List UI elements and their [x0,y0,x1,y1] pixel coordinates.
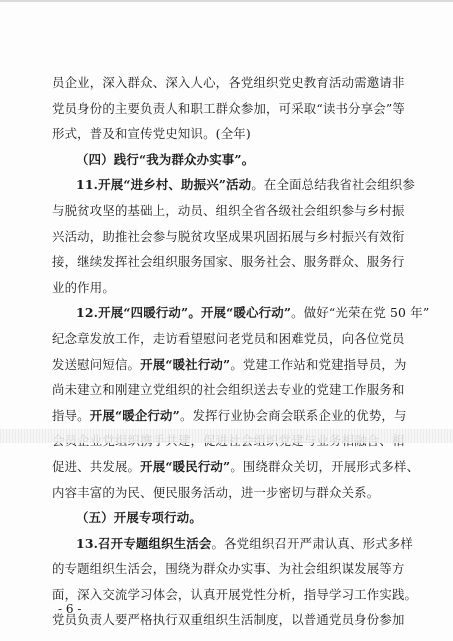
text-line [52,326,404,352]
bold-text-segment: （五）开展专项行动。 [76,510,202,526]
text-line [52,582,418,608]
text-segment: 指导。 [52,407,90,423]
text-segment: 党员负责人要严格执行双重组织生活制度，以普通党员身份参加 [52,612,405,628]
text-segment: 。发挥行业协会商会联系企业的优势，与 [179,407,407,423]
text-segment: 。做好“光荣在党 50 年” [291,305,430,321]
text-line [52,377,404,403]
text-segment: 促进、共发展。 [52,458,141,474]
text-segment: 纪念章发放工作，走访看望慰问老党员和困难党员，向各位党员 [52,330,405,346]
text-line [52,147,404,173]
text-line [52,275,404,301]
text-segment: 接，继续发挥社会组织服务国家、服务社会、服务群众、服务行 [52,254,405,270]
text-line [52,224,404,250]
text-line [52,249,404,275]
text-segment: 形式，普及和宣传党史知识。(全年) [52,126,251,142]
text-line [52,607,404,633]
text-segment: 兴活动，助推社会参与脱贫攻坚成果巩固拓展与乡村振兴有效衔 [52,228,405,244]
text-line [52,505,404,531]
text-line [52,352,407,378]
text-segment: 。围绕群众关切，开展形式多样、 [230,458,420,474]
text-line [52,300,430,326]
text-segment: 。在全面总结我省社会组织参 [251,177,415,193]
document-body [52,70,430,633]
text-line [52,172,415,198]
bold-text-segment: 13.召开专题组织生活会 [76,535,212,551]
text-segment: 发送慰问短信。 [52,356,141,372]
text-segment: 员企业，深入群众、深入人心，各党组织党史教育活动需邀请非 [52,75,405,90]
text-line [52,454,420,480]
page-top-border [0,0,453,2]
text-segment: 尚未建立和刚建立党组织的社会组织送去专业的党建工作服务和 [52,382,405,398]
text-segment: 的专题组织生活会，围绕为群众办实事、为社会组织谋发展等方 [52,561,405,577]
bold-text-segment: 开展“暖社行动” [140,356,231,372]
bold-text-segment: 开展“暖企行动” [89,407,180,423]
text-line [52,403,407,429]
text-segment: 。各党组织召开严肃认真、形式多样 [211,535,413,551]
text-segment: 面，深入交流学习体会，认真开展党性分析，指导学习工作实践。 [52,586,418,602]
page-number: - 6 - [58,602,82,616]
bold-text-segment: 11.开展“进乡村、助振兴”活动 [76,177,252,193]
text-line [52,70,404,96]
text-line [52,121,404,147]
text-line [52,480,404,506]
text-segment: 与脱贫攻坚的基础上，动员、组织全省各级社会组织参与乡村振 [52,202,405,218]
text-line [52,531,413,557]
text-segment: 。党建工作站和党建指导员，为 [230,356,407,372]
text-line [52,198,404,224]
text-line [52,96,404,122]
bold-text-segment: 12.开展“四暖行动”。开展“暖心行动” [76,305,292,321]
bold-text-segment: 开展“暖民行动” [140,458,231,474]
scan-artifact [0,429,453,443]
text-segment: 党员身份的主要负责人和职工群众参加，可采取“读书分享会”等 [52,100,406,116]
text-line [52,556,404,582]
text-segment: 内容丰富的为民、便民服务活动，进一步密切与群众关系。 [52,484,380,500]
bold-text-segment: （四）践行“我为群众办实事”。 [76,151,255,167]
text-segment: 业的作用。 [52,279,115,295]
